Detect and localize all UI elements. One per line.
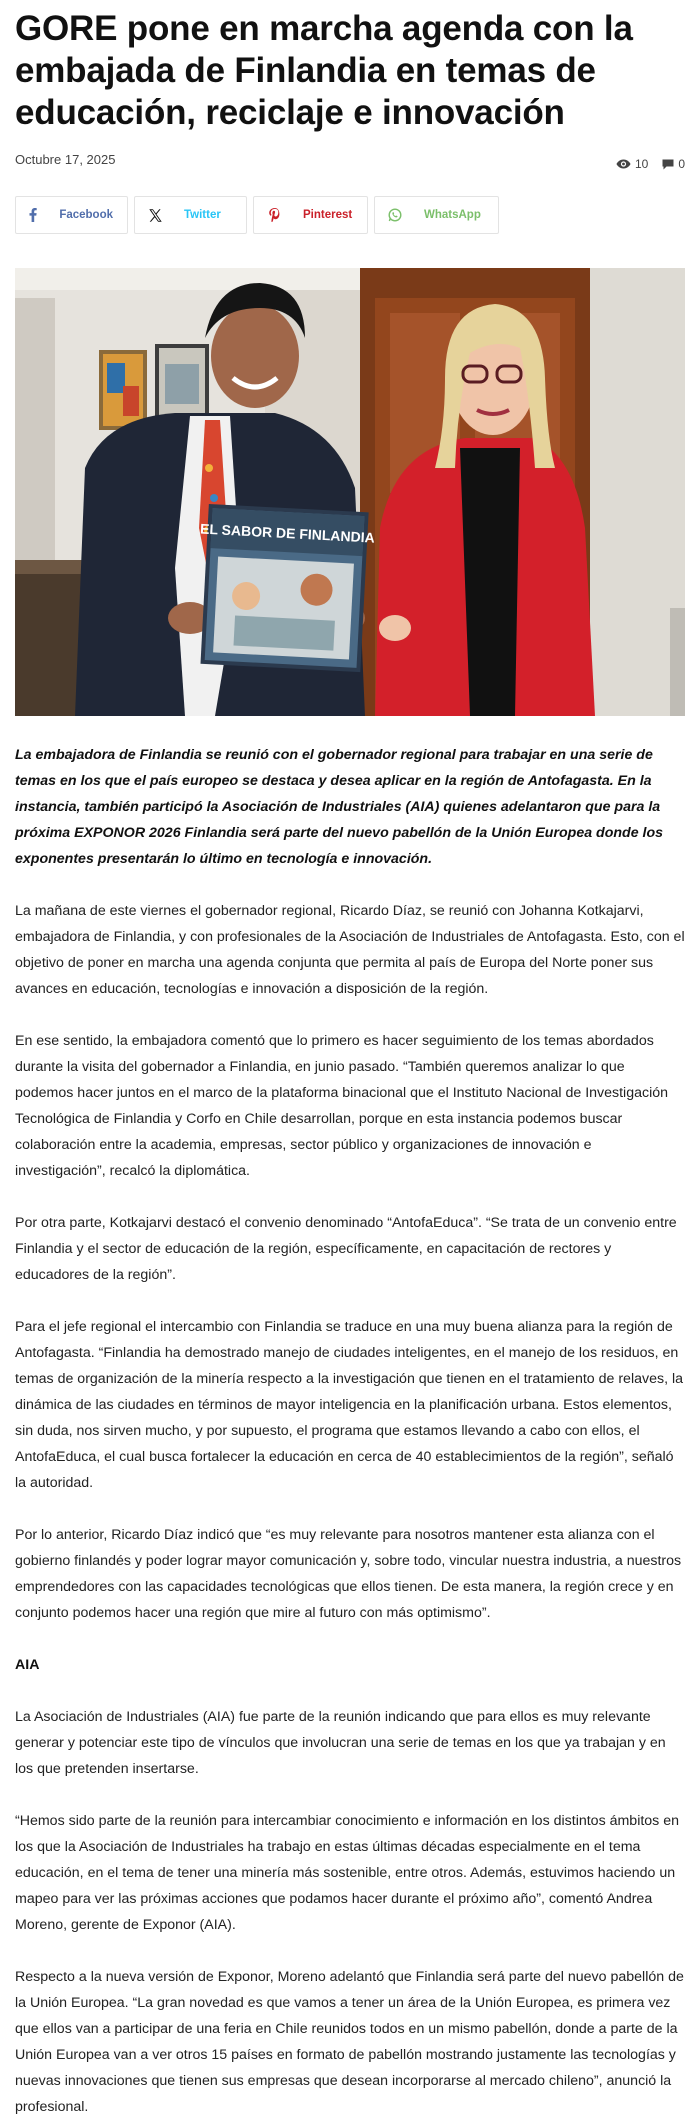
article-date: Octubre 17, 2025 — [15, 151, 116, 167]
facebook-icon — [29, 208, 37, 222]
pinterest-share-button[interactable] — [253, 196, 368, 234]
paragraph-1: La mañana de este viernes el gobernador regional, Ricardo Díaz, se reunió con Johanna Kotkajarvi, embajadora de Finlandia, y con profesionales de la Asociación de Industriales de Antofagasta. Esto, con el objetivo de poner en marcha una agenda conjunta que permita al país de Europa del Norte poner sus avances en educación, tecnologías e innovación a disposición de la región. — [15, 903, 685, 997]
paragraph-4: Para el jefe regional el intercambio con Finlandia se traduce en una muy buena alianza para la región de Antofagasta. “Finlandia ha demostrado manejo de ciudades inteligentes, en el manejo de los residuos, en temas de organización de la minería respecto a la investigación que tienen en el tratamiento de relaves, la dinámica de las ciudades en términos de mayor inteligencia en la planificación urbana. Estos elementos, sin duda, nos sirven mucho, y por supuesto, el programa que estamos llevando a cabo con ellos, el AntofaEduca, el cual busca fortalecer la educación en cerca de 40 establecimientos de la región”, señaló la autoridad. — [15, 1319, 683, 1491]
article-lead: La embajadora de Finlandia se reunió con el gobernador regional para trabajar en una serie de temas en los que el país europeo se destaca y desea aplicar en la región de Antofagasta. En la instancia, también participó la Asociación de Industriales (AIA) quienes adelantaron que para la próxima EXPONOR 2026 Finlandia será parte del nuevo pabellón de la Unión Europea donde los exponentes presentarán lo último en tecnología e innovación. — [15, 747, 664, 867]
whatsapp-icon — [388, 208, 402, 222]
eye-icon — [616, 159, 631, 169]
paragraph-2: En ese sentido, la embajadora comentó que lo primero es hacer seguimiento de los temas abordados durante la visita del gobernador a Finlandia, en junio pasado. “También queremos analizar lo que podemos hacer juntos en el marco de la plataforma binacional que el Instituto Nacional de Investigación Tecnológica de Finlandia y Corfo en Chile desarrollan, porque en esta instancia podemos buscar colaboración entre la academia, empresas, sector público y organizaciones de innovación e investigación”, recalcó la diplomática. — [15, 1033, 669, 1179]
comments-count: 0 — [678, 157, 685, 171]
paragraph-6: La Asociación de Industriales (AIA) fue parte de la reunión indicando que para ellos es muy relevante generar y potenciar este tipo de vínculos que involucran una serie de temas en los que ya trabajan y en los que pretenden insertarse. — [15, 1709, 666, 1777]
share-bar — [15, 196, 685, 234]
pinterest-icon — [267, 208, 281, 222]
paragraph-3: Por otra parte, Kotkajarvi destacó el convenio denominado “AntofaEduca”. “Se trata de un convenio entre Finlandia y el sector de educación de la región, específicamente, en capacitación de rectores y educadores de la región”. — [15, 1215, 677, 1283]
paragraph-8: Respecto a la nueva versión de Exponor, Moreno adelantó que Finlandia será parte del nuevo pabellón de la Unión Europea. “La gran novedad es que vamos a tener un área de la Unión Europea, es primera vez que ellos van a participar de una feria en Chile reunidos todos en un mismo pabellón, donde a parte de la Unión Europea van a ver otros 15 países en formato de pabellón mostrando justamente las tecnologías y nuevas innovaciones que tienen sus empresas que desean incorporarse al mercado chileno”, anunció la profesional. — [15, 1969, 684, 2115]
pinterest-share-label: Pinterest — [303, 209, 353, 221]
section-heading-aia: AIA — [15, 1657, 40, 1673]
comments-counter[interactable] — [662, 157, 685, 171]
views-counter — [616, 157, 648, 171]
comment-icon — [662, 159, 674, 170]
paragraph-5: Por lo anterior, Ricardo Díaz indicó que “es muy relevante para nosotros mantener esta alianza con el gobierno finlandés y poder lograr mayor comunicación y, sobre todo, vincular nuestra industria, a nuestros emprendedores con las capacidades tecnológicas que ellos tienen. De esta manera, la región crece y en conjunto podemos hacer una región que mire al futuro con más optimismo”. — [15, 1527, 682, 1621]
book-title: EL SABOR DE FINLANDIA — [199, 520, 376, 546]
facebook-share-button[interactable] — [15, 196, 128, 234]
article-stats — [616, 157, 685, 171]
twitter-share-button[interactable] — [134, 196, 247, 234]
whatsapp-share-label: WhatsApp — [424, 209, 481, 221]
twitter-share-label: Twitter — [184, 209, 221, 221]
x-twitter-icon — [148, 208, 162, 222]
book — [193, 504, 376, 673]
facebook-share-label: Facebook — [59, 209, 113, 221]
photo-illustration — [15, 268, 685, 716]
article-meta — [15, 148, 685, 170]
paragraph-7: “Hemos sido parte de la reunión para intercambiar conocimiento e información en los distintos ámbitos en los que la Asociación de Industriales ha trabajo en estas últimas décadas especialmente en el tema educación, en el tema de tener una minería más sostenible, entre otros. Además, estuvimos haciendo un mapeo para ver las próximas acciones que podamos hacer durante el próximo año”, comentó Andrea Moreno, gerente de Exponor (AIA). — [15, 1813, 679, 1933]
views-count: 10 — [634, 157, 649, 171]
article-photo — [15, 268, 685, 716]
whatsapp-share-button[interactable] — [374, 196, 499, 234]
article-title: GORE pone en marcha agenda con la embajada de Finlandia en temas de educación, reciclaje e innovación — [15, 9, 633, 132]
